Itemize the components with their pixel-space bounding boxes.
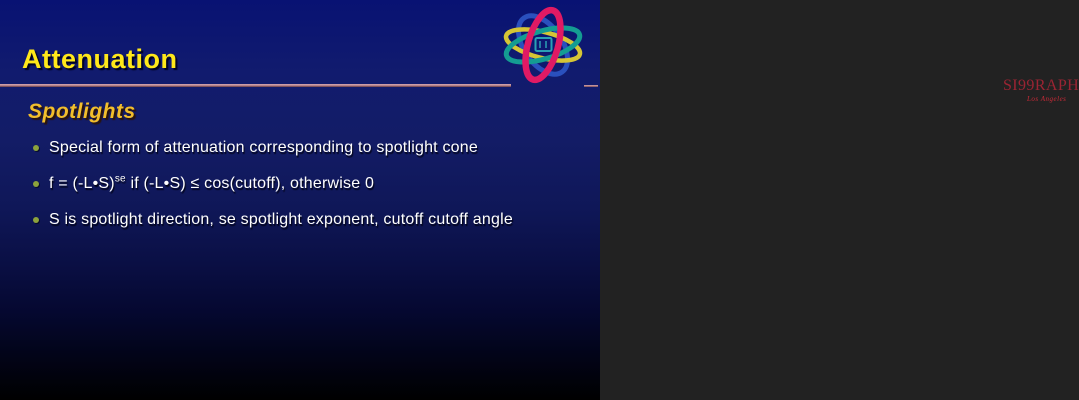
formula-suffix: if (-L•S) ≤ cos(cutoff), otherwise 0: [125, 175, 375, 192]
siggraph99-rings-icon: [490, 2, 600, 94]
bullet-item: [33, 136, 585, 160]
bullet-icon: [33, 145, 39, 151]
formula-superscript: se: [114, 173, 126, 185]
logo-city-label: Los Angeles: [1027, 95, 1067, 103]
formula-prefix: f = (-L•S): [49, 175, 115, 192]
slide-title: Attenuation: [22, 44, 178, 74]
bullet-icon: [33, 181, 39, 187]
slide-subtitle: Spotlights: [28, 100, 136, 123]
bullet-text: Special form of attenuation corresponding to spotlight cone: [49, 139, 478, 156]
bullet-item: [33, 172, 585, 196]
bullet-icon: [33, 217, 39, 223]
header-rule: [0, 84, 511, 87]
logo-wordmark: SI99RAPH: [1003, 77, 1079, 94]
bullet-item: [33, 208, 585, 232]
bullet-text: S is spotlight direction, se spotlight exponent, cutoff cutoff angle: [49, 211, 513, 228]
siggraph-logo: [490, 2, 1079, 106]
bullet-text-formula: [49, 172, 374, 196]
bullet-list: [33, 136, 585, 244]
